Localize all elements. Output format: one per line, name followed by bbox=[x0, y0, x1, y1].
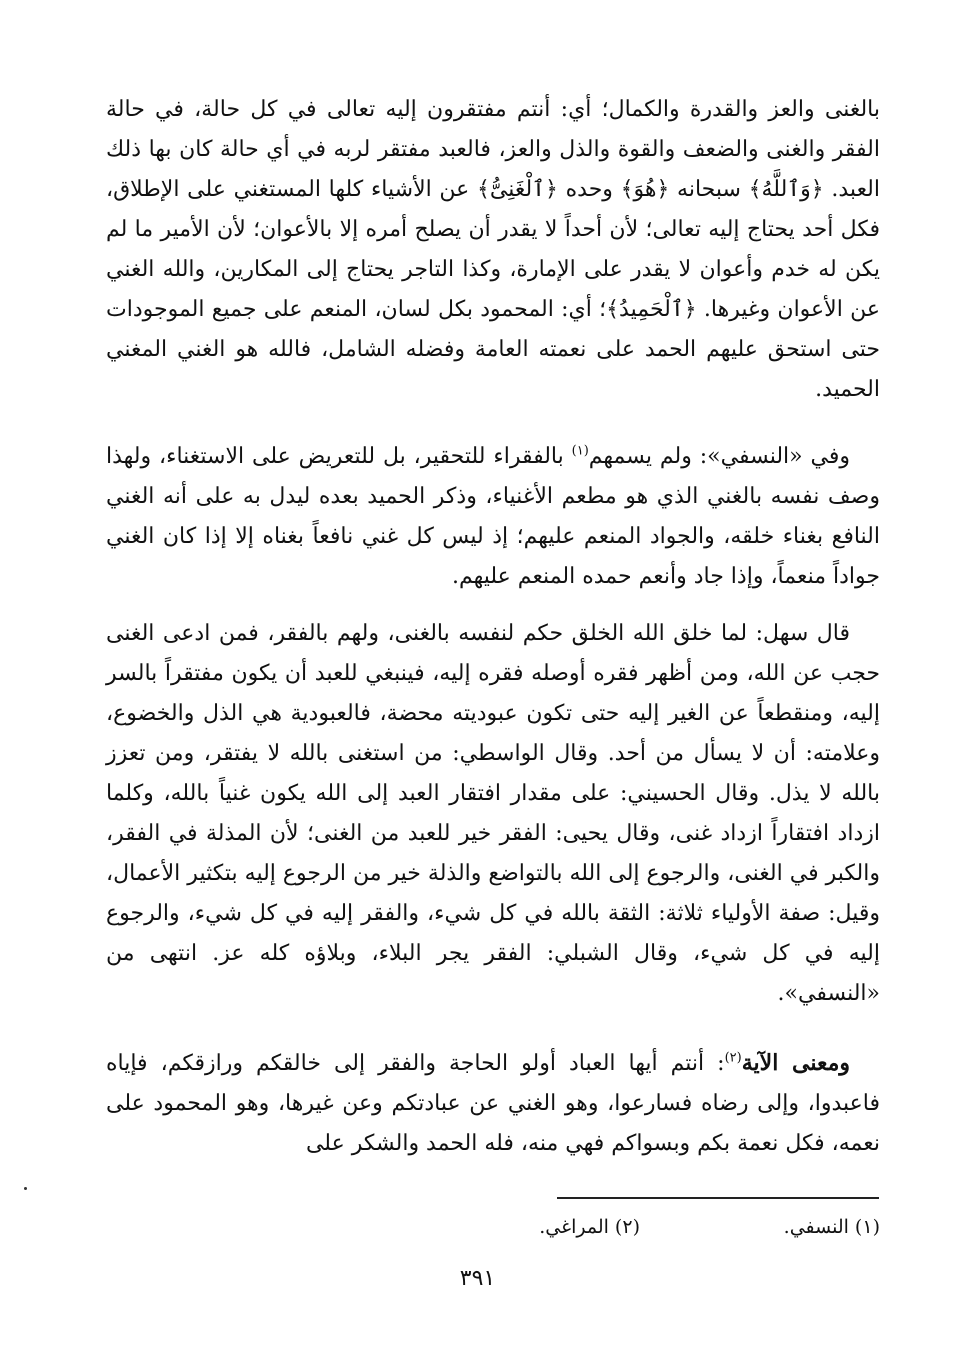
footnote-ref-2: (٢) bbox=[724, 1050, 742, 1066]
footnote-ref-1: (١) bbox=[571, 443, 589, 459]
paragraph-4-heading: ومعنى الآية bbox=[741, 1050, 850, 1076]
paragraph-4 bbox=[106, 1043, 880, 1173]
page-number: ٣٩١ bbox=[459, 1266, 496, 1291]
paragraph-3-text: قال سهل: لما خلق الله الخلق حكم لنفسه بالغنى، ولهم بالفقر، فمن ادعى الغنى حجب عن الله، ومن أظهر فقره أوصله فقره إليه، فينبغي للعبد أن يكون مفتقراً بالسر إليه، ومنقطعاً عن الغير إليه حتى تكون عبوديته محضة، فالعبودية هي الذل والخضوع، وعلامته: أن لا يسأل من أحد. وقال الواسطي: من استغنى بالله لا يفتقر، ومن تعزز بالله لا يذل. وقال الحسيني: على مقدار افتقار العبد إلى الله يكون غنياً بالله، وكلما ازداد افتقاراً ازداد غنى، وقال يحيى: الفقر خير للعبد من الغنى؛ لأن المذلة في الفقر، والكبر في الغنى، والرجوع إلى الله بالتواضع والذلة خير من الرجوع إليه بتكثير الأعمال، وقيل: صفة الأولياء ثلاثة: الثقة بالله في كل شيء، والفقر إليه في كل شيء، والرجوع إليه في كل شيء، وقال الشبلي: الفقر يجر البلاء، وبلاؤه كله عز. انتهى من «النسفي». bbox=[106, 621, 880, 1006]
footnote-2: (٢) المراغي. bbox=[539, 1216, 640, 1238]
paragraph-2-start: وفي «النسفي»: ولم يسمهم bbox=[588, 444, 850, 469]
paragraph-3 bbox=[106, 614, 880, 1044]
footnote-1: (١) النسفي. bbox=[783, 1216, 880, 1238]
scan-speck bbox=[24, 1187, 27, 1190]
paragraph-4-rest: : أنتم أيها العباد أولو الحاجة والفقر إلى خالقكم ورازقكم، فإياه فاعبدوا، وإلى رضاه فسارعوا، وهو الغني عن عبادتكم وعن غيرها، وهو المحمود على نعمه، فكل نعمة بكم وبسواكم فهي منه، فله الحمد والشكر على bbox=[106, 1051, 880, 1156]
footnote-divider bbox=[557, 1197, 879, 1199]
paragraph-1 bbox=[106, 90, 880, 450]
paragraph-4-text bbox=[106, 1043, 880, 1164]
paragraph-2-text bbox=[106, 437, 880, 597]
paragraph-2 bbox=[106, 437, 880, 607]
paragraph-1-text: بالغنى والعز والقدرة والكمال؛ أي: أنتم مفتقرون إليه تعالى في كل حالة، في حالة الفقر والغنى والضعف والقوة والذل والعز، فالعبد مفتقر لربه في أي حالة كان بها ذلك العبد. ﴿وَٱللَّهُ﴾ سبحانه ﴿هُوَ﴾ وحده ﴿ٱلْغَنِىُّ﴾ عن الأشياء كلها المستغني على الإطلاق، فكل أحد يحتاج إليه تعالى؛ لأن أحداً لا يقدر أن يصلح أمره إلا بالأعوان؛ لأن الأمير ما لم يكن له خدم وأعوان لا يقدر على الإمارة، وكذا التاجر يحتاج إلى المكارين، والله الغني عن الأعوان وغيرها. ﴿ٱلْحَمِيدُ﴾؛ أي: المحمود بكل لسان، المنعم على جميع الموجودات حتى استحق عليهم الحمد على نعمته العامة وفضله الشامل، فالله هو الغني المغني الحميد. bbox=[106, 97, 880, 402]
paragraph-2-rest: بالفقراء للتحقير، بل للتعريض على الاستغناء، ولهذا وصف نفسه بالغني الذي هو مطعم الأغنياء، وذكر الحميد بعده ليدل به على أنه الغني النافع بغناء خلقه، والجواد المنعم عليهم؛ إذ ليس كل غني نافعاً بغناه إلا إذا كان الغني جواداً منعماً، وإذا جاد وأنعم حمده المنعم عليهم. bbox=[106, 444, 880, 589]
